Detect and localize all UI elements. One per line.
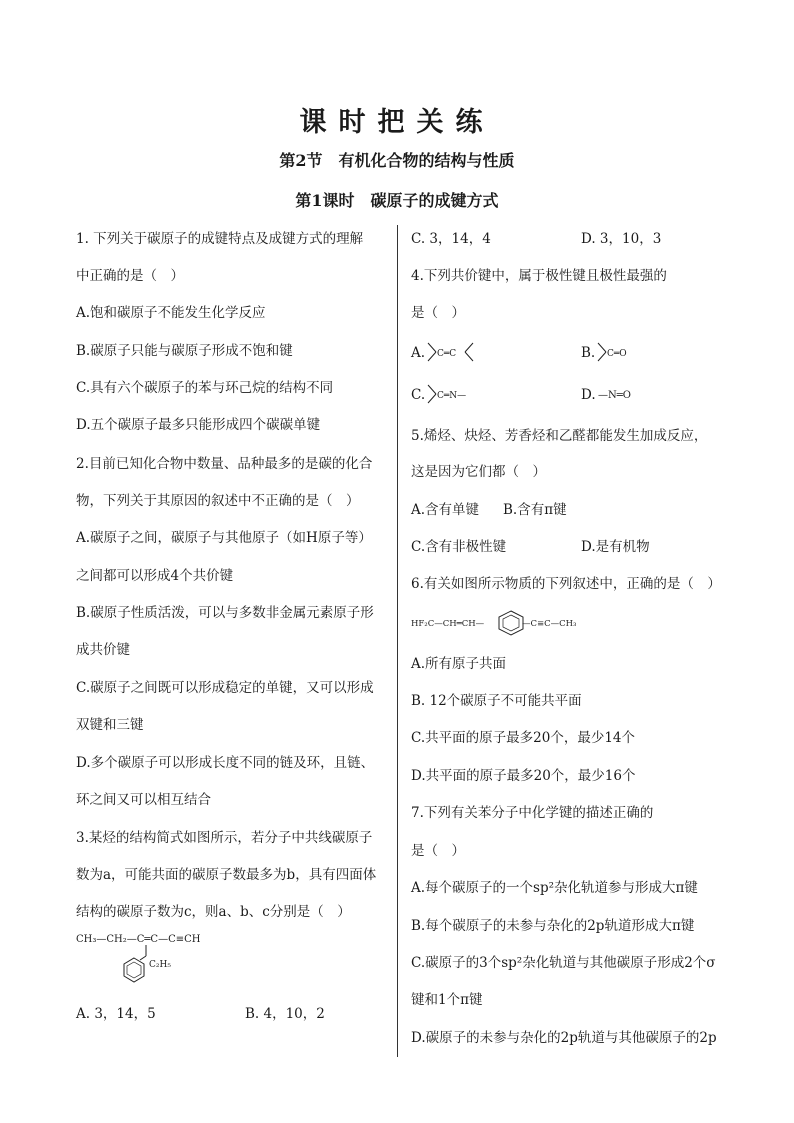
svg-text:C═C: C═C (437, 349, 457, 359)
svg-text:—C≡C—CH₃: —C≡C—CH₃ (522, 619, 577, 629)
q4-stem-line1: 4.下列共价键中，属于极性键且极性最强的 (411, 268, 667, 284)
q2-option-c-line1: C.碳原子之间既可以形成稳定的单键，又可以形成 (76, 680, 374, 696)
q3-structure-diagram (76, 928, 236, 998)
section-title: 第2节 有机化合物的结构与性质 (279, 151, 515, 170)
q6-option-c: C.共平面的原子最多20个，最少14个 (411, 730, 635, 746)
lesson-title: 第1课时 碳原子的成键方式 (295, 191, 499, 210)
q4-option-a-structure (426, 340, 486, 364)
q7-option-c-line1: C.碳原子的3个sp²杂化轨道与其他碳原子形成2个σ (411, 955, 716, 971)
q2-option-c-line2: 双键和三键 (76, 717, 144, 733)
q5-option-c: C.含有非极性键 (411, 539, 507, 555)
q1-stem-line1: 1. 下列关于碳原子的成键特点及成键方式的理解 (76, 231, 364, 247)
q4-option-a-label: A. (411, 345, 426, 361)
column-divider (397, 225, 398, 1057)
q1-option-c: C.具有六个碳原子的苯与环己烷的结构不同 (76, 380, 334, 396)
benzene-ring-icon (499, 611, 523, 635)
svg-text:—N═O: —N═O (598, 390, 631, 401)
q2-stem-line1: 2.目前已知化合物中数量、品种最多的是碳的化合 (76, 456, 373, 472)
q2-option-b-line2: 成共价键 (76, 642, 130, 658)
q4-option-b-label: B. (581, 345, 596, 361)
q1-option-a: A.饱和碳原子不能发生化学反应 (76, 305, 266, 321)
svg-text:HF₂C—CH═CH—: HF₂C—CH═CH— (411, 619, 485, 629)
q3-stem-line1: 3.某烃的结构简式如图所示，若分子中共线碳原子 (76, 830, 373, 846)
q2-option-d-line2: 环之间又可以相互结合 (76, 792, 211, 808)
q3-stem-line2: 数为a，可能共面的碳原子数最多为b，具有四面体 (76, 867, 377, 883)
q5-stem-line1: 5.烯烃、炔烃、芳香烃和乙醛都能发生加成反应， (411, 428, 708, 444)
q4-option-d-structure (596, 382, 656, 406)
q6-option-a: A.所有原子共面 (411, 656, 507, 672)
q7-stem-line1: 7.下列有关苯分子中化学键的描述正确的 (411, 805, 654, 821)
q3-structure-main-chain: CH₃—CH₂—C═C—C≡CH (76, 934, 201, 945)
q2-stem-line2: 物，下列关于其原因的叙述中不正确的是（ ） (76, 493, 360, 509)
q3-option-d: D. 3，10，3 (581, 231, 662, 247)
q5-option-b: B.含有π键 (503, 502, 567, 518)
q3-stem-line3: 结构的碳原子数为c，则a、b、c分别是（ ） (76, 904, 351, 920)
q7-stem-line2: 是（ ） (411, 843, 465, 859)
q6-option-d: D.共平面的原子最多20个，最少16个 (411, 768, 636, 784)
q3-option-a: A. 3，14，5 (76, 1006, 156, 1022)
q4-option-d-label: D. (581, 387, 596, 403)
q5-option-d: D.是有机物 (581, 539, 650, 555)
q2-option-b-line1: B.碳原子性质活泼，可以与多数非金属元素原子形 (76, 605, 374, 621)
q6-option-b: B. 12个碳原子不可能共平面 (411, 693, 582, 709)
q4-stem-line2: 是（ ） (411, 305, 465, 321)
q1-option-d: D.五个碳原子最多只能形成四个碳碳单键 (76, 417, 321, 433)
q7-option-b: B.每个碳原子的未参与杂化的2p轨道形成大π键 (411, 918, 695, 934)
q1-option-b: B.碳原子只能与碳原子形成不饱和键 (76, 343, 293, 359)
q2-option-d-line1: D.多个碳原子可以形成长度不同的链及环，且链、 (76, 755, 375, 771)
svg-text:C═N—: C═N— (437, 391, 467, 401)
q2-option-a-line2: 之间都可以形成4个共价键 (76, 568, 234, 584)
page-title: 课时把关练 (299, 107, 495, 138)
q6-structure-diagram (411, 606, 601, 640)
svg-text:C═O: C═O (607, 349, 627, 359)
q1-stem-line2: 中正确的是（ ） (76, 268, 184, 284)
q6-stem: 6.有关如图所示物质的下列叙述中，正确的是（ ） (411, 576, 721, 592)
q4-option-c-label: C. (411, 387, 426, 403)
q7-option-d-line1: D.碳原子的未参与杂化的2p轨道与其他碳原子的2p (411, 1030, 717, 1046)
q7-option-a: A.每个碳原子的一个sp²杂化轨道参与形成大π键 (411, 880, 698, 896)
q7-option-c-line2: 键和1个π键 (411, 992, 483, 1008)
q3-structure-ethyl: C₂H₅ (149, 960, 171, 970)
q3-option-c: C. 3，14，4 (411, 231, 491, 247)
q5-stem-line2: 这是因为它们都（ ） (411, 464, 546, 480)
q5-option-a: A.含有单键 (411, 502, 480, 518)
q3-option-b: B. 4，10，2 (245, 1006, 325, 1022)
q2-option-a-line1: A.碳原子之间，碳原子与其他原子（如H原子等） (76, 530, 372, 546)
q4-option-b-structure (596, 340, 646, 364)
q4-option-c-structure (426, 382, 486, 406)
